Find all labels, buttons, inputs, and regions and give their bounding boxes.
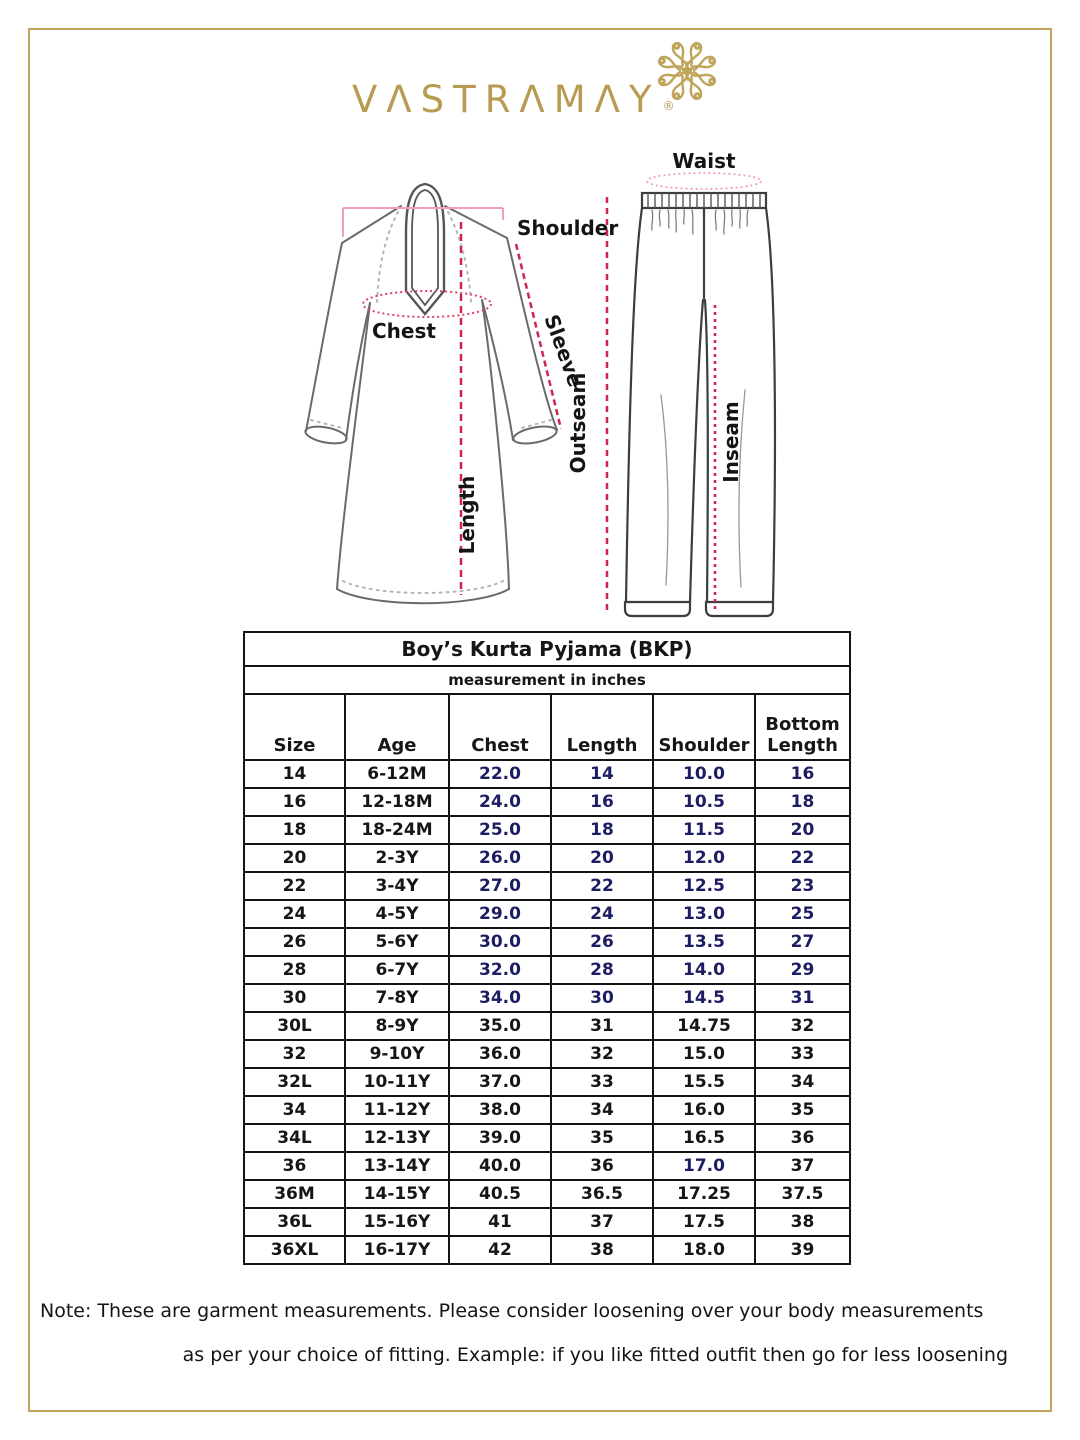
table-row [244,1180,850,1208]
column-header: Chest [449,694,551,760]
chest-label: Chest [372,319,436,343]
cell: 36.5 [551,1180,653,1208]
cell: 22 [755,844,850,872]
cell: 4-5Y [345,900,449,928]
table-row [244,900,850,928]
cell: 16 [244,788,345,816]
cell: 15-16Y [345,1208,449,1236]
cell: 16.0 [653,1096,755,1124]
table-row [244,1208,850,1236]
table-title: Boy’s Kurta Pyjama (BKP) [244,632,850,666]
cell: 14-15Y [345,1180,449,1208]
table-row [244,1124,850,1152]
cell: 28 [551,956,653,984]
cell: 22 [244,872,345,900]
cell: 20 [551,844,653,872]
cell: 27 [755,928,850,956]
table-row [244,788,850,816]
table-row [244,760,850,788]
cell: 36XL [244,1236,345,1264]
cell: 29 [755,956,850,984]
cell: 16-17Y [345,1236,449,1264]
cell: 36 [551,1152,653,1180]
cell: 5-6Y [345,928,449,956]
cell: 13.5 [653,928,755,956]
cell: 30.0 [449,928,551,956]
table-header-row [244,694,850,760]
cell: 17.25 [653,1180,755,1208]
cell: 17.5 [653,1208,755,1236]
cell: 32L [244,1068,345,1096]
cell: 25.0 [449,816,551,844]
table-row [244,1096,850,1124]
cell: 36 [755,1124,850,1152]
cell: 22 [551,872,653,900]
table-row [244,928,850,956]
cell: 32 [755,1012,850,1040]
cell: 31 [551,1012,653,1040]
cell: 34 [551,1096,653,1124]
cell: 36L [244,1208,345,1236]
cell: 32 [551,1040,653,1068]
cell: 26 [244,928,345,956]
cell: 28 [244,956,345,984]
size-table [243,631,851,1265]
table-row [244,1152,850,1180]
column-header: Length [551,694,653,760]
table-row [244,1012,850,1040]
cell: 30L [244,1012,345,1040]
cell: 38 [551,1236,653,1264]
cell: 16 [755,760,850,788]
cell: 8-9Y [345,1012,449,1040]
cell: 42 [449,1236,551,1264]
cell: 22.0 [449,760,551,788]
waist-gathers [652,210,748,234]
cell: 24 [551,900,653,928]
column-header: Age [345,694,449,760]
cell: 36 [244,1152,345,1180]
cell: 41 [449,1208,551,1236]
table-row [244,984,850,1012]
brand-ornament-icon [650,34,724,108]
cell: 13.0 [653,900,755,928]
cell: 17.0 [653,1152,755,1180]
cell: 6-7Y [345,956,449,984]
cell: 14.0 [653,956,755,984]
cell: 9-10Y [345,1040,449,1068]
brand-name: VΛSTRΛMΛY ® [352,78,675,121]
cell: 31 [755,984,850,1012]
cell: 15.5 [653,1068,755,1096]
cell: 39 [755,1236,850,1264]
note-line-1: Note: These are garment measurements. Please consider loosening over your body measurements [40,1300,984,1322]
cell: 6-12M [345,760,449,788]
cell: 27.0 [449,872,551,900]
cell: 13-14Y [345,1152,449,1180]
cell: 37 [755,1152,850,1180]
cell: 34 [244,1096,345,1124]
cell: 39.0 [449,1124,551,1152]
cell: 29.0 [449,900,551,928]
measurement-diagram [280,140,800,620]
sleeve-label: Sleeve [539,311,588,390]
cell: 18 [244,816,345,844]
cell: 16.5 [653,1124,755,1152]
cell: 10.0 [653,760,755,788]
column-header: Shoulder [653,694,755,760]
cell: 33 [551,1068,653,1096]
kurta-collar [406,184,444,314]
cell: 37 [551,1208,653,1236]
cell: 36M [244,1180,345,1208]
cell: 40.5 [449,1180,551,1208]
length-label: Length [455,475,479,555]
table-row [244,956,850,984]
table-row [244,872,850,900]
table-row [244,1068,850,1096]
cell: 34L [244,1124,345,1152]
shoulder-label: Shoulder [517,216,619,240]
cell: 20 [244,844,345,872]
cell: 20 [755,816,850,844]
cell: 37.0 [449,1068,551,1096]
cell: 34.0 [449,984,551,1012]
cell: 14 [551,760,653,788]
cell: 11.5 [653,816,755,844]
brand-logo [0,0,1080,140]
table-row [244,1236,850,1264]
cell: 12.0 [653,844,755,872]
cell: 33 [755,1040,850,1068]
cell: 18-24M [345,816,449,844]
cell: 32 [244,1040,345,1068]
cell: 12-18M [345,788,449,816]
cell: 30 [551,984,653,1012]
cell: 18 [755,788,850,816]
cell: 24.0 [449,788,551,816]
cell: 40.0 [449,1152,551,1180]
cell: 34 [755,1068,850,1096]
column-header: Size [244,694,345,760]
cell: 24 [244,900,345,928]
registered-mark: ® [662,99,675,113]
cell: 35 [755,1096,850,1124]
inseam-label: Inseam [719,401,743,483]
cell: 10.5 [653,788,755,816]
cell: 30 [244,984,345,1012]
cell: 16 [551,788,653,816]
cell: 36.0 [449,1040,551,1068]
cell: 11-12Y [345,1096,449,1124]
waistband-elastic-ticks [648,193,760,208]
cell: 12.5 [653,872,755,900]
table-row [244,844,850,872]
cell: 14.75 [653,1012,755,1040]
cell: 7-8Y [345,984,449,1012]
cell: 23 [755,872,850,900]
cell: 12-13Y [345,1124,449,1152]
cell: 32.0 [449,956,551,984]
note-line-2: as per your choice of fitting. Example: if you like fitted outfit then go for less loosening [182,1343,1008,1366]
note [40,1290,1008,1377]
cell: 38.0 [449,1096,551,1124]
cell: 3-4Y [345,872,449,900]
cell: 15.0 [653,1040,755,1068]
cell: 38 [755,1208,850,1236]
waist-label: Waist [672,149,736,173]
cell: 14.5 [653,984,755,1012]
table-subtitle: measurement in inches [244,666,850,694]
column-header: Bottom Length [755,694,850,760]
cell: 14 [244,760,345,788]
outseam-label: Outseam [566,372,590,474]
cell: 37.5 [755,1180,850,1208]
cell: 25 [755,900,850,928]
cell: 2-3Y [345,844,449,872]
cell: 26 [551,928,653,956]
cell: 10-11Y [345,1068,449,1096]
cell: 35 [551,1124,653,1152]
waist-measure-ellipse [647,173,761,189]
cell: 18 [551,816,653,844]
cell: 26.0 [449,844,551,872]
table-row [244,816,850,844]
table-row [244,1040,850,1068]
cell: 35.0 [449,1012,551,1040]
cell: 18.0 [653,1236,755,1264]
